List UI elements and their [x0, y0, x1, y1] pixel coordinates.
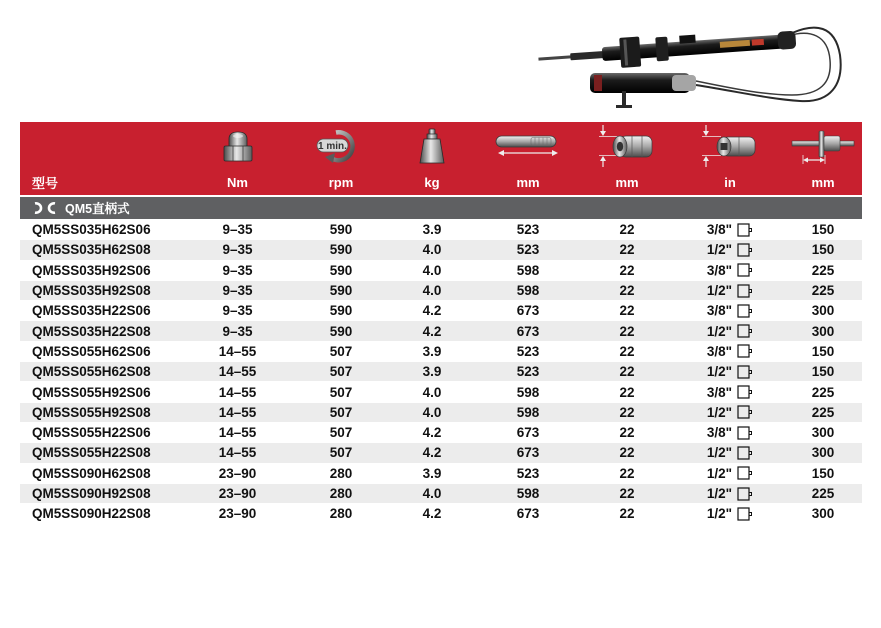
- cell-diameter-mm: 22: [619, 486, 635, 501]
- cell-drive-in: [670, 382, 790, 401]
- cell-length-mm: 673: [516, 506, 540, 522]
- cell-diameter-mm: 22: [619, 445, 635, 461]
- cell-drive-in: [670, 220, 790, 239]
- cell-spindle-mm: 150: [811, 465, 835, 481]
- cell-diameter-mm: 22: [619, 384, 635, 400]
- square-drive-size-icon: [701, 125, 759, 167]
- cell-torque-nm: 14–55: [218, 364, 257, 380]
- table-row: [20, 504, 862, 524]
- cell-length-mm: 673: [516, 445, 540, 461]
- drive-size-text: 1/2": [706, 323, 733, 339]
- cell-length-mm: 523: [516, 242, 540, 258]
- table-row: [20, 240, 862, 260]
- cell-length-mm: 598: [516, 404, 540, 420]
- cell-speed-rpm: 590: [329, 283, 353, 299]
- cell-length-mm: 673: [516, 303, 540, 319]
- cell-drive-in: [670, 281, 790, 300]
- square-drive-icon: [737, 344, 753, 358]
- cell-torque-nm: 14–55: [218, 445, 257, 461]
- cell-spindle-mm: 225: [811, 283, 835, 299]
- cell-length-mm: 523: [516, 465, 540, 481]
- cell-spindle-mm: 300: [811, 323, 835, 339]
- section-header: [20, 197, 862, 219]
- cell-drive-in: [670, 403, 790, 422]
- cell-weight-kg: 4.2: [422, 425, 442, 441]
- drive-size-text: 3/8": [706, 384, 733, 400]
- weight-icon: [418, 128, 446, 164]
- cell-weight-kg: 4.0: [422, 486, 442, 501]
- spindle-offset-icon: [791, 127, 855, 165]
- header-icon-cell-drive: [670, 122, 790, 170]
- cell-weight-kg: 4.0: [422, 404, 442, 420]
- cell-drive-in: [670, 504, 790, 523]
- cell-weight-kg: 4.2: [422, 303, 442, 319]
- cell-diameter-mm: 22: [619, 262, 635, 278]
- header-icon-cell-model: [20, 122, 185, 170]
- cell-drive-in: [670, 362, 790, 381]
- cell-drive-in: [670, 321, 790, 340]
- cell-speed-rpm: 590: [329, 323, 353, 339]
- cell-model: QM5SS055H92S08: [32, 404, 151, 420]
- cell-model: QM5SS035H22S08: [32, 323, 151, 339]
- header-icon-cell-speed: [290, 122, 392, 170]
- rpm-icon-label: 1 min.: [318, 141, 347, 152]
- cell-diameter-mm: 22: [619, 242, 635, 258]
- drive-size-text: 1/2": [706, 445, 733, 461]
- cell-length-mm: 523: [516, 222, 540, 238]
- table-row: [20, 220, 862, 240]
- cell-drive-in: [670, 464, 790, 483]
- cell-torque-nm: 9–35: [222, 262, 253, 278]
- square-drive-icon: [737, 426, 753, 440]
- cell-spindle-mm: 300: [811, 303, 835, 319]
- cell-spindle-mm: 300: [811, 506, 835, 522]
- drive-size-text: 1/2": [706, 364, 733, 380]
- cell-length-mm: 598: [516, 262, 540, 278]
- cell-weight-kg: 3.9: [422, 343, 442, 359]
- cell-speed-rpm: 507: [329, 404, 353, 420]
- cell-diameter-mm: 22: [619, 425, 635, 441]
- cell-speed-rpm: 590: [329, 242, 353, 258]
- cell-length-mm: 598: [516, 283, 540, 299]
- header-drive-unit: in: [724, 175, 736, 190]
- square-drive-icon: [737, 405, 753, 419]
- header-length-unit: mm: [516, 175, 540, 190]
- cell-speed-rpm: 280: [329, 465, 353, 481]
- cell-model: QM5SS035H62S06: [32, 222, 151, 238]
- cell-diameter-mm: 22: [619, 404, 635, 420]
- cell-weight-kg: 4.0: [422, 384, 442, 400]
- cell-speed-rpm: 507: [329, 384, 353, 400]
- drive-size-text: 3/8": [706, 262, 733, 278]
- cell-weight-kg: 4.2: [422, 323, 442, 339]
- cell-model: QM5SS055H62S08: [32, 364, 151, 380]
- cell-diameter-mm: 22: [619, 343, 635, 359]
- table-row: [20, 362, 862, 382]
- cell-weight-kg: 4.0: [422, 283, 442, 299]
- cell-model: QM5SS090H62S08: [32, 465, 151, 481]
- cell-speed-rpm: 280: [329, 486, 353, 501]
- header-speed-unit: rpm: [328, 175, 354, 190]
- square-drive-icon: [737, 223, 753, 237]
- cell-torque-nm: 23–90: [218, 506, 257, 522]
- cell-spindle-mm: 225: [811, 262, 835, 278]
- cell-model: QM5SS055H22S06: [32, 425, 151, 441]
- cell-diameter-mm: 22: [619, 222, 635, 238]
- cell-spindle-mm: 225: [811, 486, 835, 501]
- table-row: [20, 382, 862, 402]
- table-body: [20, 220, 862, 524]
- cell-drive-in: [670, 240, 790, 259]
- cell-spindle-mm: 225: [811, 404, 835, 420]
- drive-size-text: 3/8": [706, 222, 733, 238]
- cell-model: QM5SS090H22S08: [32, 506, 151, 522]
- square-drive-icon: [737, 466, 753, 480]
- table-row: [20, 484, 862, 504]
- cell-diameter-mm: 22: [619, 283, 635, 299]
- table-row: [20, 281, 862, 301]
- cell-drive-in: [670, 423, 790, 442]
- cell-model: QM5SS035H92S08: [32, 283, 151, 299]
- cell-drive-in: [670, 484, 790, 503]
- cell-model: QM5SS035H62S08: [32, 242, 151, 258]
- cell-length-mm: 523: [516, 364, 540, 380]
- header-torque-unit: Nm: [227, 175, 248, 190]
- square-drive-icon: [737, 487, 753, 501]
- cell-torque-nm: 23–90: [218, 465, 257, 481]
- header-icon-cell-spindle: [790, 122, 862, 170]
- cell-model: QM5SS035H92S06: [32, 262, 151, 278]
- cell-speed-rpm: 507: [329, 445, 353, 461]
- cell-drive-in: [670, 443, 790, 462]
- cell-length-mm: 598: [516, 384, 540, 400]
- cap-nut-icon: [222, 129, 254, 163]
- cell-model: QM5SS055H22S08: [32, 445, 151, 461]
- section-title: QM5直柄式: [65, 202, 130, 216]
- cell-torque-nm: 9–35: [222, 222, 253, 238]
- square-drive-icon: [737, 304, 753, 318]
- header-weight-unit: kg: [424, 175, 440, 190]
- square-drive-icon: [737, 365, 753, 379]
- cell-spindle-mm: 300: [811, 445, 835, 461]
- square-drive-icon: [737, 446, 753, 460]
- header-icon-row: [20, 122, 862, 170]
- cell-drive-in: [670, 342, 790, 361]
- cell-torque-nm: 9–35: [222, 242, 253, 258]
- drive-size-text: 1/2": [706, 404, 733, 420]
- cell-weight-kg: 3.9: [422, 364, 442, 380]
- table-row: [20, 342, 862, 362]
- header-diameter-unit: mm: [615, 175, 639, 190]
- cell-torque-nm: 14–55: [218, 404, 257, 420]
- diameter-icon: [598, 125, 656, 167]
- cell-torque-nm: 14–55: [218, 343, 257, 359]
- cell-weight-kg: 4.0: [422, 262, 442, 278]
- header-icon-cell-weight: [392, 122, 472, 170]
- drive-size-text: 3/8": [706, 303, 733, 319]
- rpm-circle-arrow-icon: [316, 127, 366, 165]
- cell-speed-rpm: 507: [329, 364, 353, 380]
- table-header: [20, 122, 862, 195]
- cell-diameter-mm: 22: [619, 506, 635, 522]
- cell-torque-nm: 14–55: [218, 425, 257, 441]
- header-spindle-unit: mm: [811, 175, 835, 190]
- square-drive-icon: [737, 324, 753, 338]
- cell-weight-kg: 3.9: [422, 222, 442, 238]
- cell-spindle-mm: 150: [811, 343, 835, 359]
- cell-length-mm: 673: [516, 323, 540, 339]
- cell-torque-nm: 23–90: [218, 486, 257, 501]
- drive-size-text: 1/2": [706, 465, 733, 481]
- cell-torque-nm: 14–55: [218, 384, 257, 400]
- table-row: [20, 464, 862, 484]
- drive-size-text: 1/2": [706, 242, 733, 258]
- cell-speed-rpm: 280: [329, 506, 353, 522]
- cell-model: QM5SS035H22S06: [32, 303, 151, 319]
- table-row: [20, 261, 862, 281]
- cell-model: QM5SS055H92S06: [32, 384, 151, 400]
- cell-spindle-mm: 300: [811, 425, 835, 441]
- drive-size-text: 3/8": [706, 343, 733, 359]
- cell-model: QM5SS090H92S08: [32, 486, 151, 501]
- header-model-label: 型号: [32, 176, 59, 191]
- square-drive-icon: [737, 263, 753, 277]
- cell-model: QM5SS055H62S06: [32, 343, 151, 359]
- cell-weight-kg: 4.2: [422, 506, 442, 522]
- cell-diameter-mm: 22: [619, 364, 635, 380]
- square-drive-icon: [737, 284, 753, 298]
- square-drive-icon: [737, 385, 753, 399]
- cell-speed-rpm: 507: [329, 425, 353, 441]
- header-unit-row: [20, 170, 862, 195]
- cell-speed-rpm: 590: [329, 303, 353, 319]
- cell-diameter-mm: 22: [619, 323, 635, 339]
- header-icon-cell-torque: [185, 122, 290, 170]
- cell-speed-rpm: 507: [329, 343, 353, 359]
- cell-spindle-mm: 225: [811, 384, 835, 400]
- cell-diameter-mm: 22: [619, 465, 635, 481]
- cell-drive-in: [670, 301, 790, 320]
- straight-tool-logo-icon: [31, 201, 59, 215]
- cell-torque-nm: 9–35: [222, 283, 253, 299]
- table-row: [20, 321, 862, 341]
- table-row: [20, 301, 862, 321]
- table-row: [20, 423, 862, 443]
- cell-spindle-mm: 150: [811, 242, 835, 258]
- cell-weight-kg: 4.0: [422, 242, 442, 258]
- cell-speed-rpm: 590: [329, 222, 353, 238]
- drive-size-text: 1/2": [706, 486, 733, 501]
- cell-weight-kg: 4.2: [422, 445, 442, 461]
- cell-length-mm: 673: [516, 425, 540, 441]
- cell-drive-in: [670, 261, 790, 280]
- cell-torque-nm: 9–35: [222, 303, 253, 319]
- cell-spindle-mm: 150: [811, 222, 835, 238]
- cell-torque-nm: 9–35: [222, 323, 253, 339]
- drive-size-text: 3/8": [706, 425, 733, 441]
- nutrunner-tool-image: [530, 15, 850, 110]
- cell-spindle-mm: 150: [811, 364, 835, 380]
- cell-weight-kg: 3.9: [422, 465, 442, 481]
- square-drive-icon: [737, 507, 753, 521]
- header-icon-cell-length: [472, 122, 584, 170]
- header-icon-cell-diameter: [584, 122, 670, 170]
- drive-size-text: 1/2": [706, 506, 733, 522]
- length-icon: [493, 133, 563, 159]
- cell-speed-rpm: 590: [329, 262, 353, 278]
- table-row: [20, 403, 862, 423]
- table-row: [20, 443, 862, 463]
- cell-length-mm: 523: [516, 343, 540, 359]
- drive-size-text: 1/2": [706, 283, 733, 299]
- cell-length-mm: 598: [516, 486, 540, 501]
- square-drive-icon: [737, 243, 753, 257]
- cell-diameter-mm: 22: [619, 303, 635, 319]
